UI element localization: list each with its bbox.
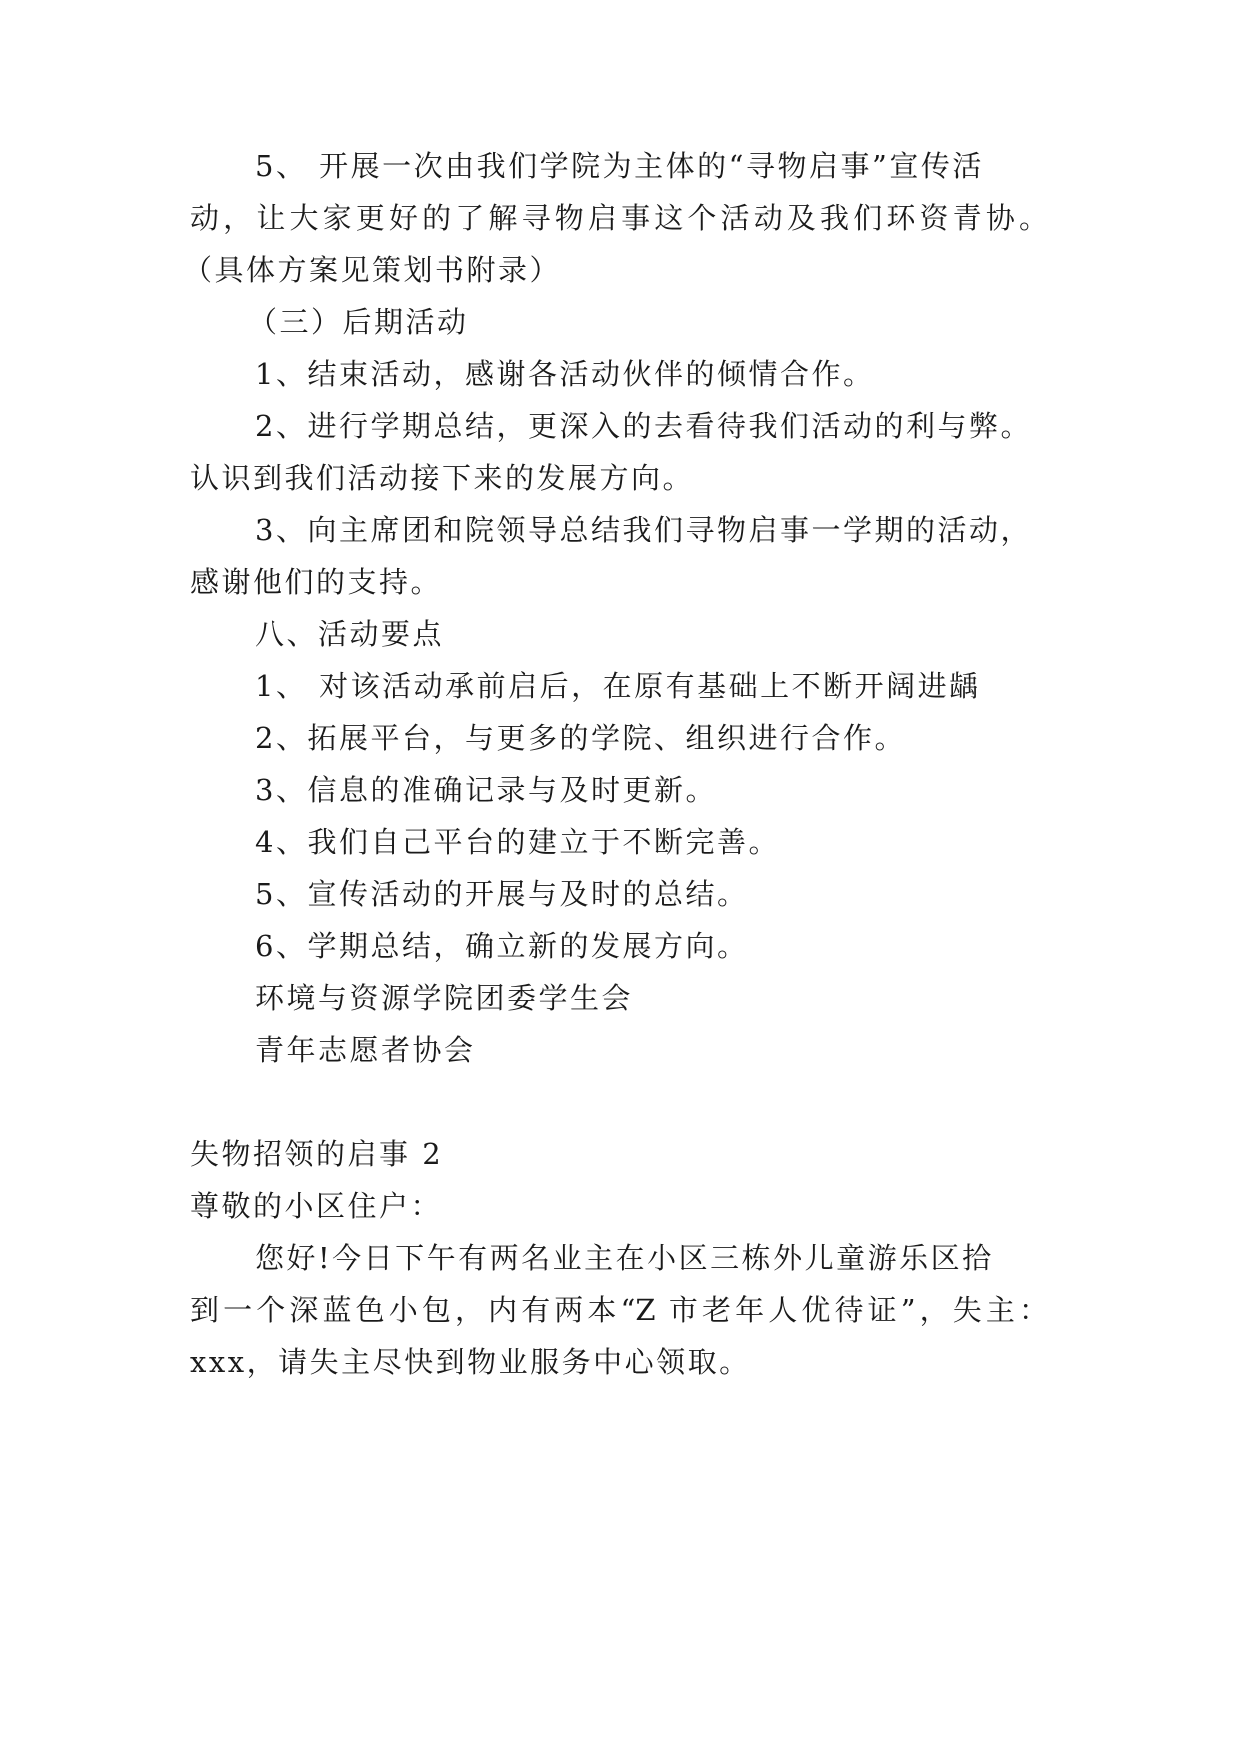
list-item: 4、我们自己平台的建立于不断完善。: [255, 825, 780, 859]
list-item: 5、宣传活动的开展与及时的总结。: [255, 877, 749, 911]
document-title: 失物招领的启事 2: [190, 1137, 444, 1171]
paragraph-line: 2、进行学期总结，更深入的去看待我们活动的利与弊。: [255, 409, 1032, 443]
paragraph-line: 认识到我们活动接下来的发展方向。: [190, 461, 695, 495]
paragraph-line: 动，让大家更好的了解寻物启事这个活动及我们环资青协。: [190, 201, 1048, 235]
paragraph-line: 1、结束活动，感谢各活动伙伴的倾情合作。: [255, 357, 875, 391]
list-item: 6、学期总结，确立新的发展方向。: [255, 929, 749, 963]
section-heading: 八、活动要点: [255, 617, 445, 651]
signature-line: 环境与资源学院团委学生会: [255, 981, 634, 1015]
paragraph-line: 感谢他们的支持。: [190, 565, 443, 599]
paragraph-line: 您好!今日下午有两名业主在小区三栋外儿童游乐区拾: [255, 1241, 994, 1275]
paragraph-line: xxx，请失主尽快到物业服务中心领取。: [190, 1345, 751, 1379]
paragraph-line: 5、 开展一次由我们学院为主体的“寻物启事”宣传活: [255, 149, 984, 183]
signature-line: 青年志愿者协会: [255, 1033, 476, 1067]
salutation: 尊敬的小区住户：: [190, 1189, 443, 1223]
list-item: 1、 对该活动承前启后，在原有基础上不断开阔进龋: [255, 669, 981, 703]
paragraph-line: 3、向主席团和院领导总结我们寻物启事一学期的活动，: [255, 513, 1032, 547]
section-heading: （三）后期活动: [248, 305, 469, 339]
list-item: 2、拓展平台，与更多的学院、组织进行合作。: [255, 721, 906, 755]
paragraph-line: （具体方案见策划书附录）: [183, 253, 562, 287]
paragraph-line: 到一个深蓝色小包，内有两本“Z 市老年人优待证”，失主：: [190, 1293, 1048, 1327]
list-item: 3、信息的准确记录与及时更新。: [255, 773, 717, 807]
